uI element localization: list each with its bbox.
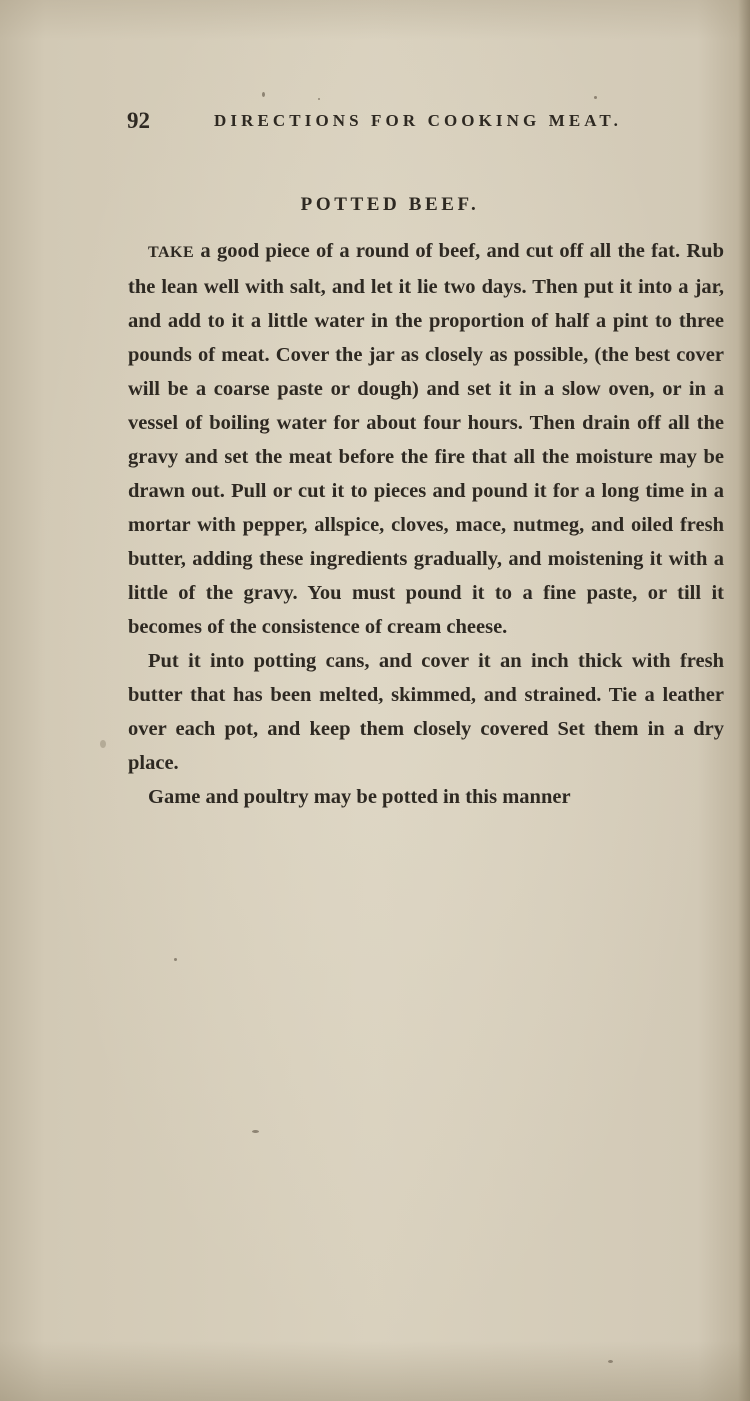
paper-speck bbox=[318, 98, 320, 100]
paragraph-1-text: a good piece of a round of beef, and cut off all the fat. Rub the lean well with salt, and let it lie two days. Then put it into a jar, and add to it a little water in the proportion of half a pint to three pounds of meat. Cover the jar as closely as possible, (the best cover will be a coarse paste or dough) and set it in a slow oven, or in a vessel of boiling water for about four hours. Then drain off all the gravy and set the meat before the fire that all the moisture may be drawn out. Pull or cut it to pieces and pound it for a long time in a mortar with pepper, allspice, cloves, mace, nutmeg, and oiled fresh butter, adding these ingredients gradually, and moistening it with a little of the gravy. You must pound it to a fine paste, or till it becomes of the consistence of cream cheese. bbox=[128, 240, 724, 638]
paper-speck bbox=[594, 96, 597, 99]
paper-speck bbox=[100, 740, 106, 748]
lead-word: TAKE bbox=[148, 244, 195, 261]
paper-speck bbox=[262, 92, 265, 97]
paper-speck bbox=[252, 1130, 259, 1133]
page-header bbox=[127, 108, 667, 142]
paper-speck bbox=[608, 1360, 613, 1363]
paragraph-1 bbox=[128, 234, 724, 644]
section-title: POTTED BEEF. bbox=[300, 194, 480, 215]
recipe-body bbox=[128, 234, 724, 814]
paragraph-3: Game and poultry may be potted in this manner bbox=[148, 786, 571, 808]
running-head: DIRECTIONS FOR COOKING MEAT. bbox=[214, 111, 622, 130]
paper-speck bbox=[174, 958, 177, 961]
paragraph-2: Put it into potting cans, and cover it an inch thick with fresh butter that has been melted, skimmed, and strained. Tie a leather over each pot, and keep them closely covered Set them in a dry place. bbox=[128, 650, 724, 774]
page-number: 92 bbox=[127, 108, 150, 133]
